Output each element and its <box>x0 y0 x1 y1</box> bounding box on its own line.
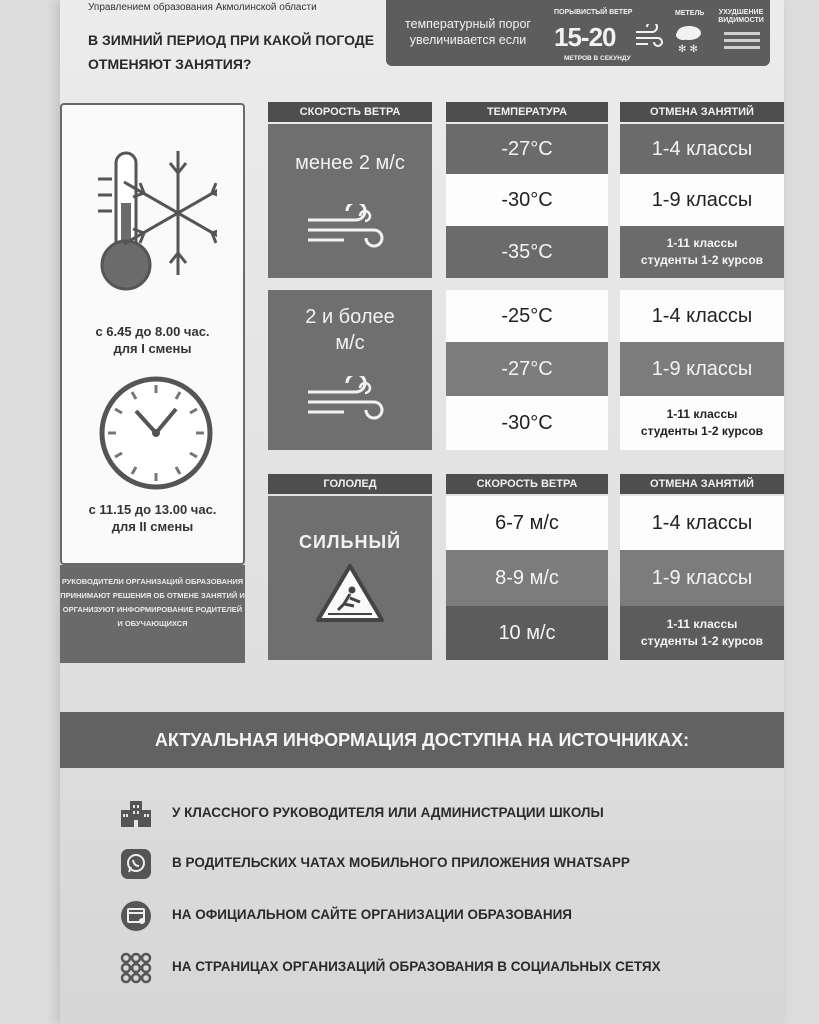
wind-icon <box>304 204 394 250</box>
shift-2-time <box>60 501 245 535</box>
cancel-cell: 1-9 классы <box>620 174 784 226</box>
cancel-cell <box>620 226 784 278</box>
social-networks-icon <box>120 952 152 984</box>
cancel-line-1: 1-11 классы <box>666 236 738 250</box>
schedule-panel <box>60 103 245 565</box>
snow-cloud-icon <box>674 22 704 56</box>
temp-cell: -25°C <box>446 290 608 342</box>
shift-1-hours: с 6.45 до 8.00 час. <box>95 324 210 339</box>
cancel-line-2: студенты 1-2 курсов <box>640 253 764 267</box>
wind-group-1 <box>268 124 432 278</box>
low-visibility-icon <box>722 30 762 54</box>
cancel-cell: 1-4 классы <box>620 124 784 174</box>
blizzard-label: МЕТЕЛЬ <box>675 10 705 17</box>
speed-unit: МЕТРОВ В СЕКУНДУ <box>564 55 631 62</box>
cancel-cell <box>620 606 784 660</box>
gust-label: ПОРЫВИСТЫЙ ВЕТЕР <box>554 9 633 16</box>
ice-level: СИЛЬНЫЙ <box>298 532 402 552</box>
svg-text:✻ ✻: ✻ ✻ <box>678 44 698 55</box>
website-icon <box>120 900 152 932</box>
thermometer-snowflake-icon <box>92 143 217 303</box>
temp-cell: -27°C <box>446 342 608 396</box>
visibility-label: УХУДШЕНИЕ ВИДИМОСТИ <box>718 9 764 24</box>
cancel-line-1: 1-11 классы <box>666 407 738 421</box>
cancel-cell: 1-4 классы <box>620 290 784 342</box>
wind-value-line-1: 2 и более <box>305 306 395 328</box>
header-cancellation-2: ОТМЕНА ЗАНЯТИЙ <box>620 474 784 494</box>
threshold-banner <box>386 0 770 66</box>
organization-name: Управлением образования Акмолинской области <box>88 2 317 13</box>
wind-icon <box>634 24 664 50</box>
header-cancellation: ОТМЕНА ЗАНЯТИЙ <box>620 102 784 122</box>
banner-text-line-1: температурный порог <box>405 17 531 31</box>
shift-2-hours: с 11.15 до 13.00 час. <box>88 502 217 517</box>
banner-text <box>394 16 542 48</box>
header-wind-speed: СКОРОСТЬ ВЕТРА <box>268 102 432 122</box>
wind-value <box>268 304 432 356</box>
source-text: У КЛАССНОГО РУКОВОДИТЕЛЯ ИЛИ АДМИНИСТРАЦИИ ШКОЛЫ <box>172 805 604 820</box>
source-text: В РОДИТЕЛЬСКИХ ЧАТАХ МОБИЛЬНОГО ПРИЛОЖЕНИЯ WHATSAPP <box>172 855 630 870</box>
info-title: АКТУАЛЬНАЯ ИНФОРМАЦИЯ ДОСТУПНА НА ИСТОЧНИКАХ: <box>60 712 784 768</box>
shift-1-time <box>60 323 245 357</box>
source-text: НА СТРАНИЦАХ ОРГАНИЗАЦИЙ ОБРАЗОВАНИЯ В СОЦИАЛЬНЫХ СЕТЯХ <box>172 959 661 974</box>
temp-cell: -27°C <box>446 124 608 174</box>
wind-cell: 6-7 м/с <box>446 496 608 550</box>
cancel-cell: 1-9 классы <box>620 550 784 606</box>
banner-text-line-2: увеличивается если <box>409 33 527 47</box>
decision-note: РУКОВОДИТЕЛИ ОРГАНИЗАЦИЙ ОБРАЗОВАНИЯ ПРИНИМАЮТ РЕШЕНИЯ ОБ ОТМЕНЕ ЗАНЯТИЙ И ОРГАНИЗУЮТ ИНФОРМИРОВАНИЕ РОДИТЕЛЕЙ И ОБУЧАЮЩИХСЯ <box>60 565 245 663</box>
wind-cell: 10 м/с <box>446 606 608 660</box>
shift-2-label: для II смены <box>111 519 194 534</box>
wind-group-2 <box>268 290 432 450</box>
cancel-cell: 1-4 классы <box>620 496 784 550</box>
page-title <box>88 28 388 76</box>
cancel-cell: 1-9 классы <box>620 342 784 396</box>
clock-icon <box>98 375 214 491</box>
wind-value-line-2: м/с <box>335 332 365 354</box>
temp-cell: -30°C <box>446 174 608 226</box>
cancel-line-1: 1-11 классы <box>666 617 738 631</box>
header-ice: ГОЛОЛЕД <box>268 474 432 494</box>
ice-block <box>268 496 432 660</box>
wind-icon <box>304 376 394 422</box>
title-line-2: ОТМЕНЯЮТ ЗАНЯТИЯ? <box>88 56 252 72</box>
title-line-1: В ЗИМНИЙ ПЕРИОД ПРИ КАКОЙ ПОГОДЕ <box>88 32 375 48</box>
slippery-warning-icon <box>314 562 386 624</box>
wind-cell: 8-9 м/с <box>446 550 608 606</box>
header-wind-speed-2: СКОРОСТЬ ВЕТРА <box>446 474 608 494</box>
school-building-icon <box>120 798 152 830</box>
cancel-cell <box>620 396 784 450</box>
header-temperature: ТЕМПЕРАТУРА <box>446 102 608 122</box>
cancel-line-2: студенты 1-2 курсов <box>640 634 764 648</box>
source-text: НА ОФИЦИАЛЬНОМ САЙТЕ ОРГАНИЗАЦИИ ОБРАЗОВАНИЯ <box>172 907 573 922</box>
whatsapp-icon <box>120 848 152 880</box>
shift-1-label: для I смены <box>113 341 192 356</box>
wind-value: менее 2 м/с <box>295 152 405 174</box>
temp-cell: -35°C <box>446 226 608 278</box>
gust-speed: 15-20 <box>554 22 616 52</box>
temp-cell: -30°C <box>446 396 608 450</box>
cancel-line-2: студенты 1-2 курсов <box>640 424 764 438</box>
